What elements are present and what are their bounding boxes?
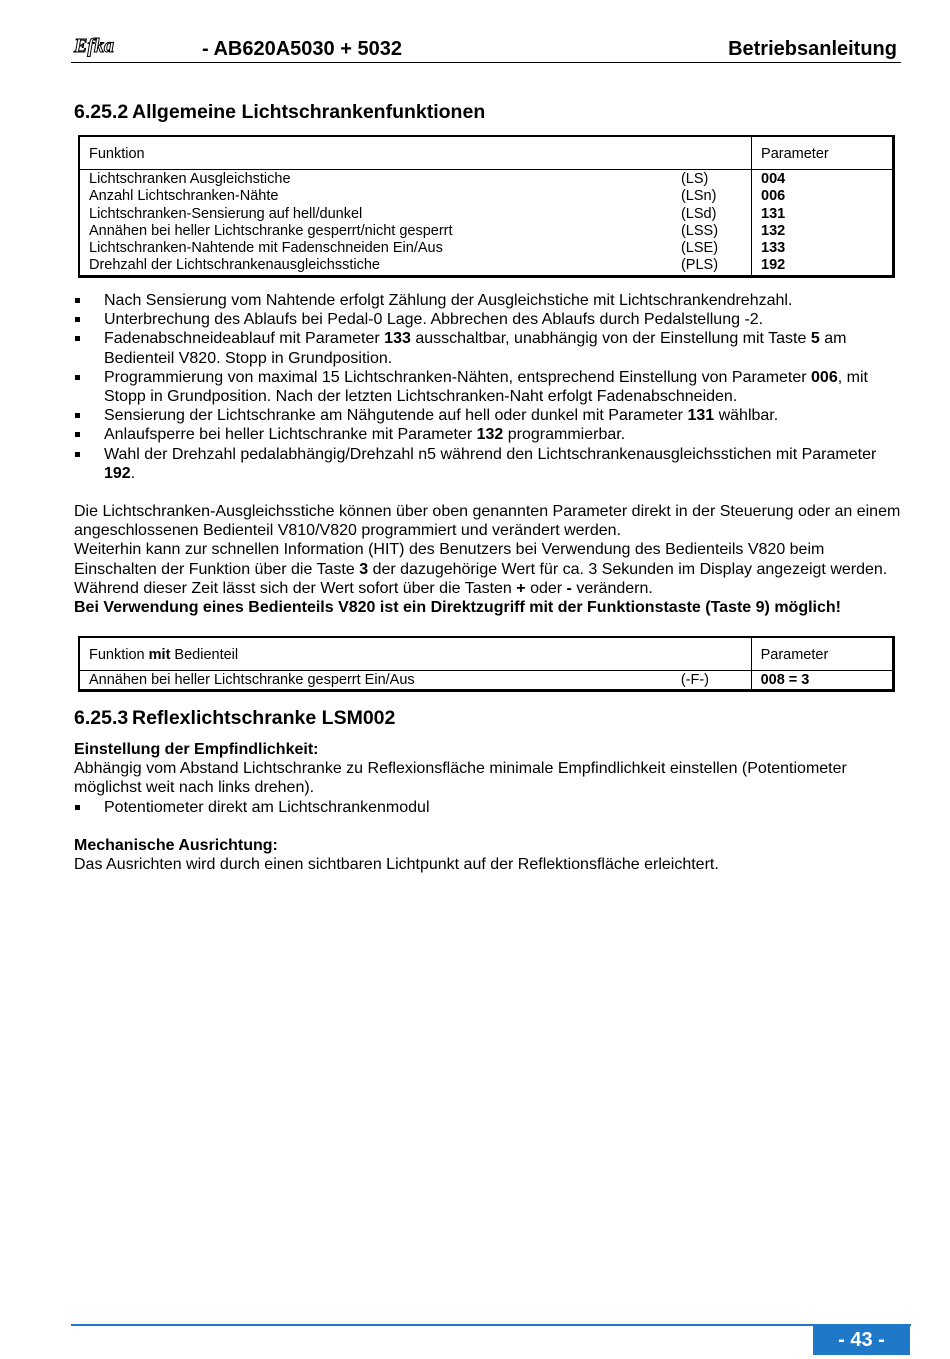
- bullet-icon: [75, 432, 80, 437]
- function-code: (LS): [680, 171, 709, 187]
- table-row: [79, 206, 894, 223]
- section-number: 6.25.2: [74, 101, 129, 123]
- table-row: [79, 240, 894, 257]
- subheading: Mechanische Ausrichtung:: [74, 837, 278, 854]
- section-title: Reflexlichtschranke LSM002: [132, 707, 396, 729]
- function-label: Anzahl Lichtschranken-Nähte: [89, 188, 279, 205]
- parameter-value: 133: [752, 240, 894, 257]
- bullet-icon: [75, 375, 80, 380]
- function-code: (LSE): [680, 240, 719, 257]
- list-item: Programmierung von maximal 15 Lichtschranken-Nähten, entsprechend Einstellung von Parameter 006, mit Stopp in Grundposition. Nach der letzten Lichtschranken-Naht erfolgt Fadenabschneiden.: [74, 368, 904, 406]
- table-row: [79, 188, 894, 205]
- function-code: (PLS): [680, 257, 719, 274]
- table-row: [79, 170, 894, 189]
- function-code: (LSS): [680, 222, 719, 239]
- parameter-table-control-panel: [78, 636, 895, 692]
- parameter-value: 132: [752, 223, 894, 240]
- paragraph-text: Die Lichtschranken-Ausgleichsstiche können über oben genannten Parameter direkt in der Steuerung oder an einem angeschlossenen Bedienteil V810/V820 programmiert und verändert werden.: [74, 503, 901, 540]
- function-code: (LSd): [680, 205, 717, 222]
- paragraph-emphasis: Bei Verwendung eines Bedienteils V820 ist ein Direktzugriff mit der Funktionstaste (Taste 9) möglich!: [74, 599, 841, 617]
- column-header-function: Funktion: [79, 136, 672, 170]
- footer-divider: [71, 1324, 911, 1326]
- function-label: Lichtschranken-Sensierung auf hell/dunkel: [89, 205, 363, 222]
- function-label: Annähen bei heller Lichtschranke gesperrt/nicht gesperrt: [89, 222, 453, 239]
- page-header: [71, 34, 901, 63]
- sensitivity-list: [74, 798, 904, 817]
- parameter-value: 006: [752, 188, 894, 205]
- feature-list: [74, 291, 904, 483]
- parameter-table: [78, 135, 895, 278]
- section-heading: [74, 707, 395, 730]
- bullet-icon: [75, 298, 80, 303]
- alignment-block: [74, 836, 904, 874]
- efka-logo: [73, 34, 125, 58]
- bullet-icon: [75, 413, 80, 418]
- parameter-value: 131: [752, 206, 894, 223]
- bullet-icon: [75, 805, 80, 810]
- function-label: Annähen bei heller Lichtschranke gesperrt Ein/Aus: [89, 672, 415, 688]
- subheading: Einstellung der Empfindlichkeit:: [74, 741, 319, 758]
- list-item: Fadenabschneideablauf mit Parameter 133 ausschaltbar, unabhängig von der Einstellung mit Taste 5 am Bedienteil V820. Stopp in Grundposition.: [74, 329, 904, 367]
- table-row: [79, 223, 894, 240]
- page-number: - 43 -: [813, 1325, 910, 1355]
- table-row: [79, 671, 894, 691]
- list-item: Wahl der Drehzahl pedalabhängig/Drehzahl n5 während den Lichtschrankenausgleichsstichen mit Parameter 192.: [74, 445, 904, 483]
- sensitivity-block: [74, 740, 904, 798]
- document-title: - AB620A5030 + 5032: [202, 38, 402, 60]
- bullet-icon: [75, 317, 80, 322]
- table-header-row: [79, 637, 894, 671]
- list-item: Potentiometer direkt am Lichtschrankenmodul: [74, 798, 904, 817]
- table-row: [79, 257, 894, 276]
- function-code: (-F-): [680, 672, 709, 688]
- description-paragraph: [74, 502, 904, 617]
- list-item: Sensierung der Lichtschranke am Nähgutende auf hell oder dunkel mit Parameter 131 wählbar.: [74, 406, 904, 425]
- table-header-row: [79, 136, 894, 170]
- bullet-icon: [75, 452, 80, 457]
- svg-text:Efka: Efka: [74, 35, 114, 57]
- column-header-parameter: Parameter: [751, 637, 893, 671]
- parameter-value: 192: [752, 257, 894, 276]
- function-label: Drehzahl der Lichtschrankenausgleichsstiche: [89, 257, 380, 274]
- function-label: Lichtschranken-Nahtende mit Fadenschneiden Ein/Aus: [89, 240, 443, 257]
- list-item: Anlaufsperre bei heller Lichtschranke mit Parameter 132 programmierbar.: [74, 425, 904, 444]
- column-header-parameter: Parameter: [752, 136, 894, 170]
- paragraph-text: Das Ausrichten wird durch einen sichtbaren Lichtpunkt auf der Reflektionsfläche erleichtert.: [74, 856, 719, 874]
- parameter-value: 008 = 3: [751, 671, 893, 691]
- section-heading: [74, 101, 485, 124]
- section-title: Allgemeine Lichtschrankenfunktionen: [132, 101, 486, 123]
- paragraph-text: Abhängig vom Abstand Lichtschranke zu Reflexionsfläche minimale Empfindlichkeit einstellen (Potentiometer möglichst weit nach links drehen).: [74, 760, 847, 797]
- bullet-icon: [75, 336, 80, 341]
- list-item: Nach Sensierung vom Nahtende erfolgt Zählung der Ausgleichstiche mit Lichtschrankendrehzahl.: [74, 291, 904, 310]
- section-number: 6.25.3: [74, 707, 129, 729]
- function-code: (LSn): [680, 188, 717, 205]
- column-header-function: Funktion mit Bedienteil: [79, 637, 672, 671]
- paragraph-text: Weiterhin kann zur schnellen Information (HIT) des Benutzers bei Verwendung des Bedienteils V820 beim Einschalten der Funktion über die Taste 3 der dazugehörige Wert für ca. 3 Sekunden im Display angezeigt werden. Während dieser Zeit lässt sich der Wert sofort über die Tasten + oder - verändern.: [74, 541, 888, 597]
- document-type: Betriebsanleitung: [728, 38, 897, 60]
- list-item: Unterbrechung des Ablaufs bei Pedal-0 Lage. Abbrechen des Ablaufs durch Pedalstellung -2.: [74, 310, 904, 329]
- parameter-value: 004: [752, 170, 894, 189]
- function-label: Lichtschranken Ausgleichstiche: [89, 171, 291, 187]
